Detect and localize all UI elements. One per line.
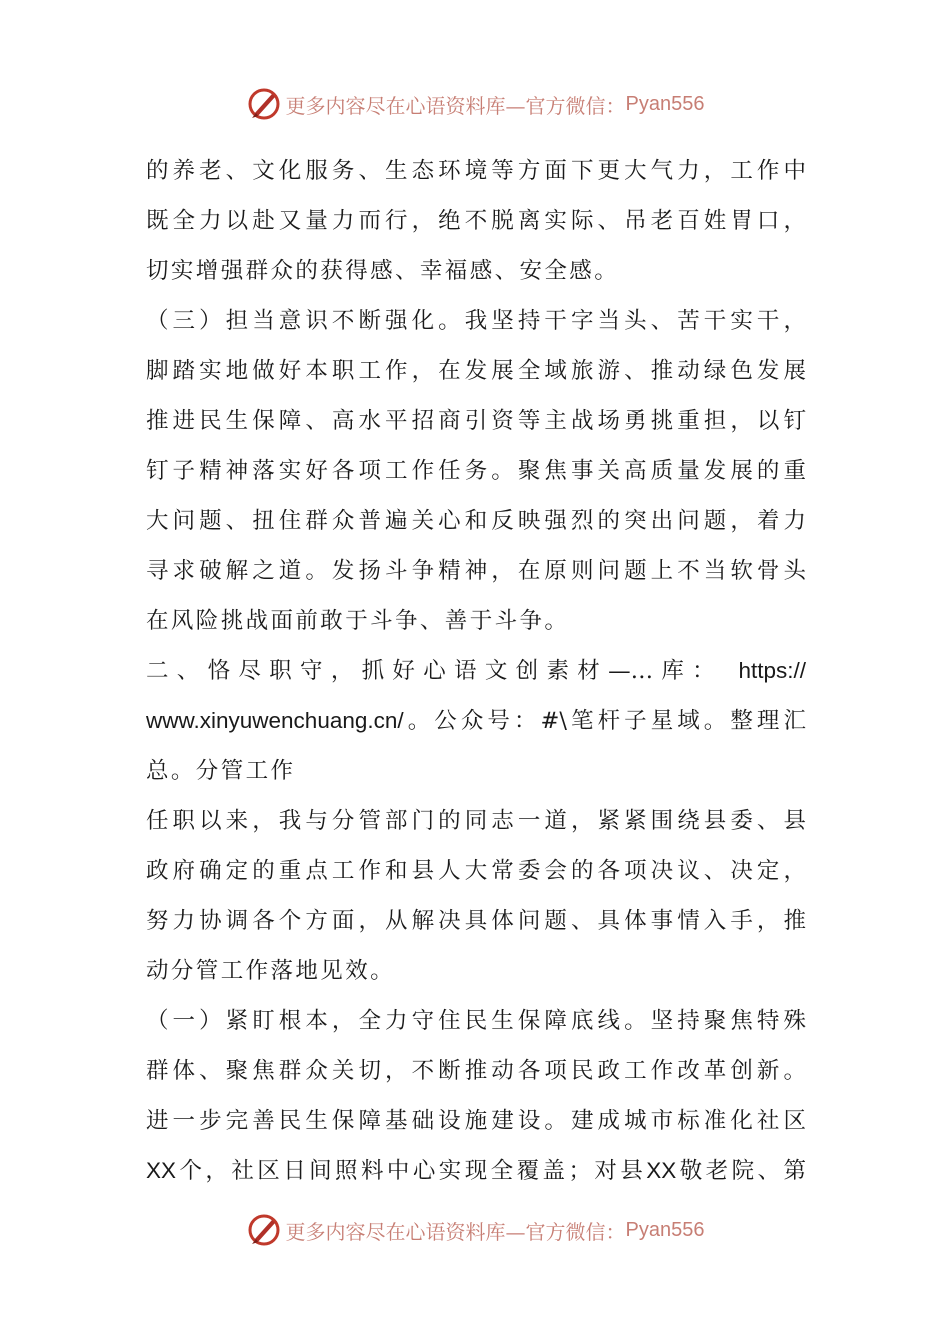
body-line: （三）担当意识不断强化。我坚持干字当头、苦干实干， xyxy=(146,308,806,334)
url-line-suffix: 。公众号：#\笔杆子星域。整理汇 xyxy=(403,708,806,734)
body-line: 努力协调各个方面，从解决具体问题、具体事情入手，推 xyxy=(146,908,806,934)
body-line: 总。分管工作 xyxy=(146,758,296,784)
body-line: 大问题、扭住群众普遍关心和反映强烈的突出问题，着力 xyxy=(146,508,806,534)
url-link[interactable]: www.xinyuwenchuang.cn/ xyxy=(146,708,404,733)
url-fragment: https:// xyxy=(738,658,806,683)
body-line: 动分管工作落地见效。 xyxy=(146,958,396,984)
body-line: 政府确定的重点工作和县人大常委会的各项决议、决定， xyxy=(146,858,806,884)
body-line: 切实增强群众的获得感、幸福感、安全感。 xyxy=(146,258,620,284)
header-watermark xyxy=(0,84,950,124)
watermark-text: 更多内容尽在心语资料库—官方微信： xyxy=(285,1219,626,1244)
placeholder-xx: XX xyxy=(646,1158,677,1183)
placeholder-xx: XX xyxy=(146,1158,177,1183)
body-text: 个，社区日间照料中心实现全覆盖；对县 xyxy=(176,1158,647,1184)
body-text: 敬老院、第 xyxy=(676,1158,806,1184)
url-line xyxy=(146,696,806,746)
document-body xyxy=(146,146,806,1196)
body-line: 在风险挑战面前敢于斗争、善于斗争。 xyxy=(146,608,570,634)
watermark-wechat-id: Pyan556 xyxy=(625,92,705,115)
body-line: 推进民生保障、高水平招商引资等主战场勇挑重担，以钉 xyxy=(146,408,806,434)
body-line: 群体、聚焦群众关切，不断推动各项民政工作改革创新。 xyxy=(146,1058,806,1084)
watermark-wechat-id: Pyan556 xyxy=(625,1218,705,1241)
section-heading xyxy=(146,646,806,696)
body-line: （一）紧盯根本，全力守住民生保障底线。坚持聚焦特殊 xyxy=(146,1008,806,1034)
pen-logo-icon xyxy=(246,1212,282,1248)
body-line: 进一步完善民生保障基础设施建设。建成城市标准化社区 xyxy=(146,1108,806,1134)
watermark-text: 更多内容尽在心语资料库—官方微信： xyxy=(285,93,626,118)
body-line: 任职以来，我与分管部门的同志一道，紧紧围绕县委、县 xyxy=(146,808,806,834)
section-heading-text: 二、恪尽职守，抓好心语文创素材—…库： xyxy=(146,658,723,684)
pen-logo-icon xyxy=(246,86,282,122)
body-line-last xyxy=(146,1146,806,1196)
footer-watermark xyxy=(0,1210,950,1250)
body-line: 脚踏实地做好本职工作，在发展全域旅游、推动绿色发展 xyxy=(146,358,806,384)
body-line: 寻求破解之道。发扬斗争精神，在原则问题上不当软骨头 xyxy=(146,558,806,584)
body-line: 的养老、文化服务、生态环境等方面下更大气力，工作中 xyxy=(146,158,806,184)
body-line: 既全力以赴又量力而行，绝不脱离实际、吊老百姓胃口， xyxy=(146,208,806,234)
body-line: 钉子精神落实好各项工作任务。聚焦事关高质量发展的重 xyxy=(146,458,806,484)
